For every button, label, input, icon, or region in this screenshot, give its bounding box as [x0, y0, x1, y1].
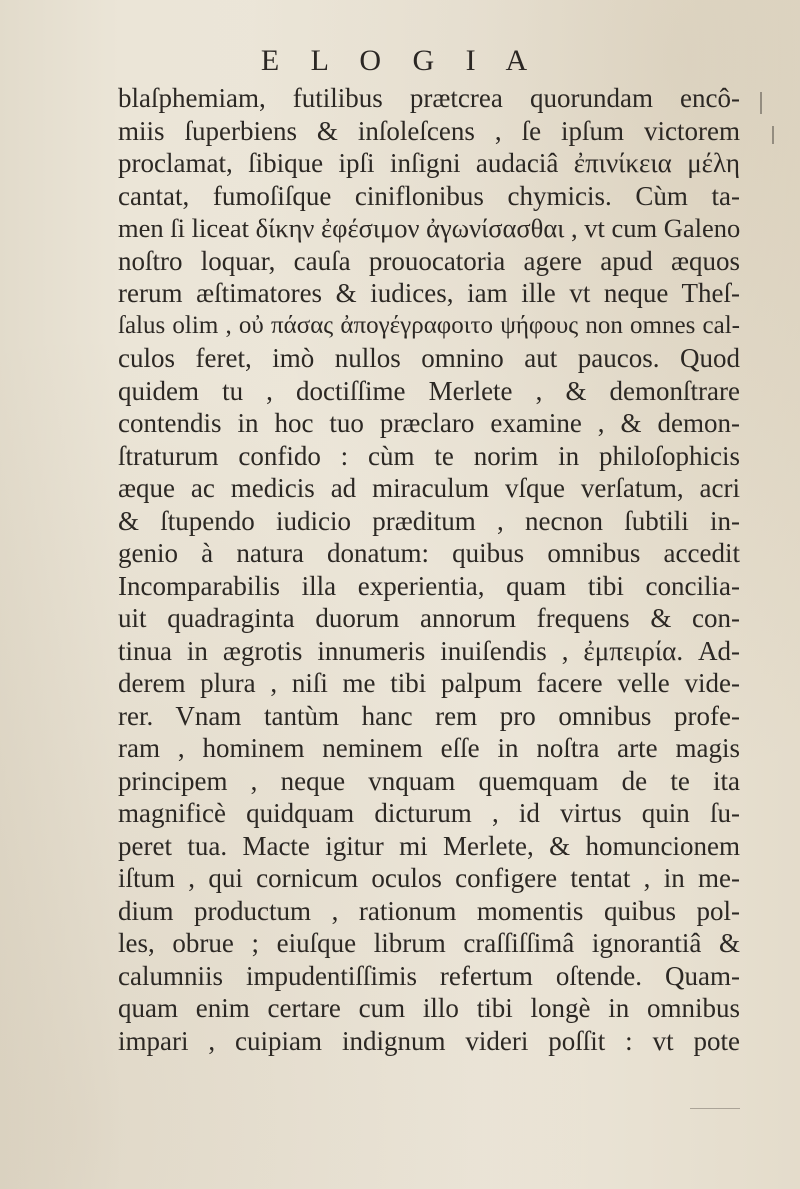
text-line: uit quadraginta duorum annorum frequens & con-: [118, 603, 740, 633]
text-line: magnificè quidquam dicturum , id virtus quin ſu-: [118, 798, 740, 828]
body-text: [118, 82, 740, 1057]
text-line: ſalus olim , οὐ πάσας ἀπογέγραφοιτο ψήφους non omnes cal-: [118, 311, 740, 339]
text-line: dium productum , rationum momentis quibus pol-: [118, 895, 740, 926]
text-line: Incomparabilis illa experientia, quam tibi concilia-: [118, 570, 740, 601]
text-line: cantat, fumoſiſque ciniflonibus chymicis. Cùm ta-: [118, 180, 740, 211]
text-line: men ſi liceat δίκην ἐφέσιμον ἀγωνίσασθαι , vt cum Galeno: [118, 213, 741, 243]
margin-bracket-mark: [760, 92, 762, 114]
text-line: & ſtupendo iudicio præditum , necnon ſubtili in-: [118, 505, 740, 536]
text-line: proclamat, ſibique ipſi inſigni audaciâ ἐπινίκεια μέλη: [118, 148, 740, 178]
text-line: rerum æſtimatores & iudices, iam ille vt neque Theſ-: [118, 278, 740, 308]
text-line: principem , neque vnquam quemquam de te ita: [118, 765, 740, 796]
text-line: impari , cuipiam indignum videri poſſit : vt pote: [118, 1025, 740, 1056]
text-line: rer. Vnam tantùm hanc rem pro omnibus profe-: [118, 700, 740, 731]
bottom-rule: [690, 1108, 740, 1109]
text-line: peret tua. Macte igitur mi Merlete, & homuncionem: [118, 830, 740, 861]
text-line: quam enim certare cum illo tibi longè in omnibus: [118, 993, 740, 1023]
text-line: blaſphemiam, futilibus prætcrea quorundam encô-: [118, 83, 740, 113]
margin-bracket-mark: [772, 126, 774, 144]
text-line: ram , hominem neminem eſſe in noſtra arte magis: [118, 733, 740, 763]
text-line: derem plura , niſi me tibi palpum facere velle vide-: [118, 668, 740, 698]
text-line: tinua in ægrotis innumeris inuiſendis , ἐμπειρία. Ad-: [118, 635, 740, 666]
text-line: æque ac medicis ad miraculum vſque verſatum, acri: [118, 473, 740, 503]
text-line: miis ſuperbiens & inſoleſcens , ſe ipſum victorem: [118, 115, 740, 146]
text-line: les, obrue ; eiuſque librum craſſiſſimâ ignorantiâ &: [118, 928, 740, 958]
text-line: quidem tu , doctiſſime Merlete , & demonſtrare: [118, 375, 740, 406]
running-title: E L O G I A: [260, 44, 540, 77]
text-line: culos feret, imò nullos omnino aut paucos. Quod: [118, 343, 740, 373]
text-line: calumniis impudentiſſimis refertum oſtende. Quam-: [118, 960, 740, 991]
text-line: noſtro loquar, cauſa prouocatoria agere apud æquos: [118, 245, 740, 276]
text-line: iſtum , qui cornicum oculos configere tentat , in me-: [118, 863, 740, 893]
text-line: contendis in hoc tuo præclaro examine , & demon-: [118, 408, 740, 438]
text-line: genio à natura donatum: quibus omnibus accedit: [118, 538, 740, 568]
text-line: ſtraturum confido : cùm te norim in philoſophicis: [118, 440, 740, 471]
